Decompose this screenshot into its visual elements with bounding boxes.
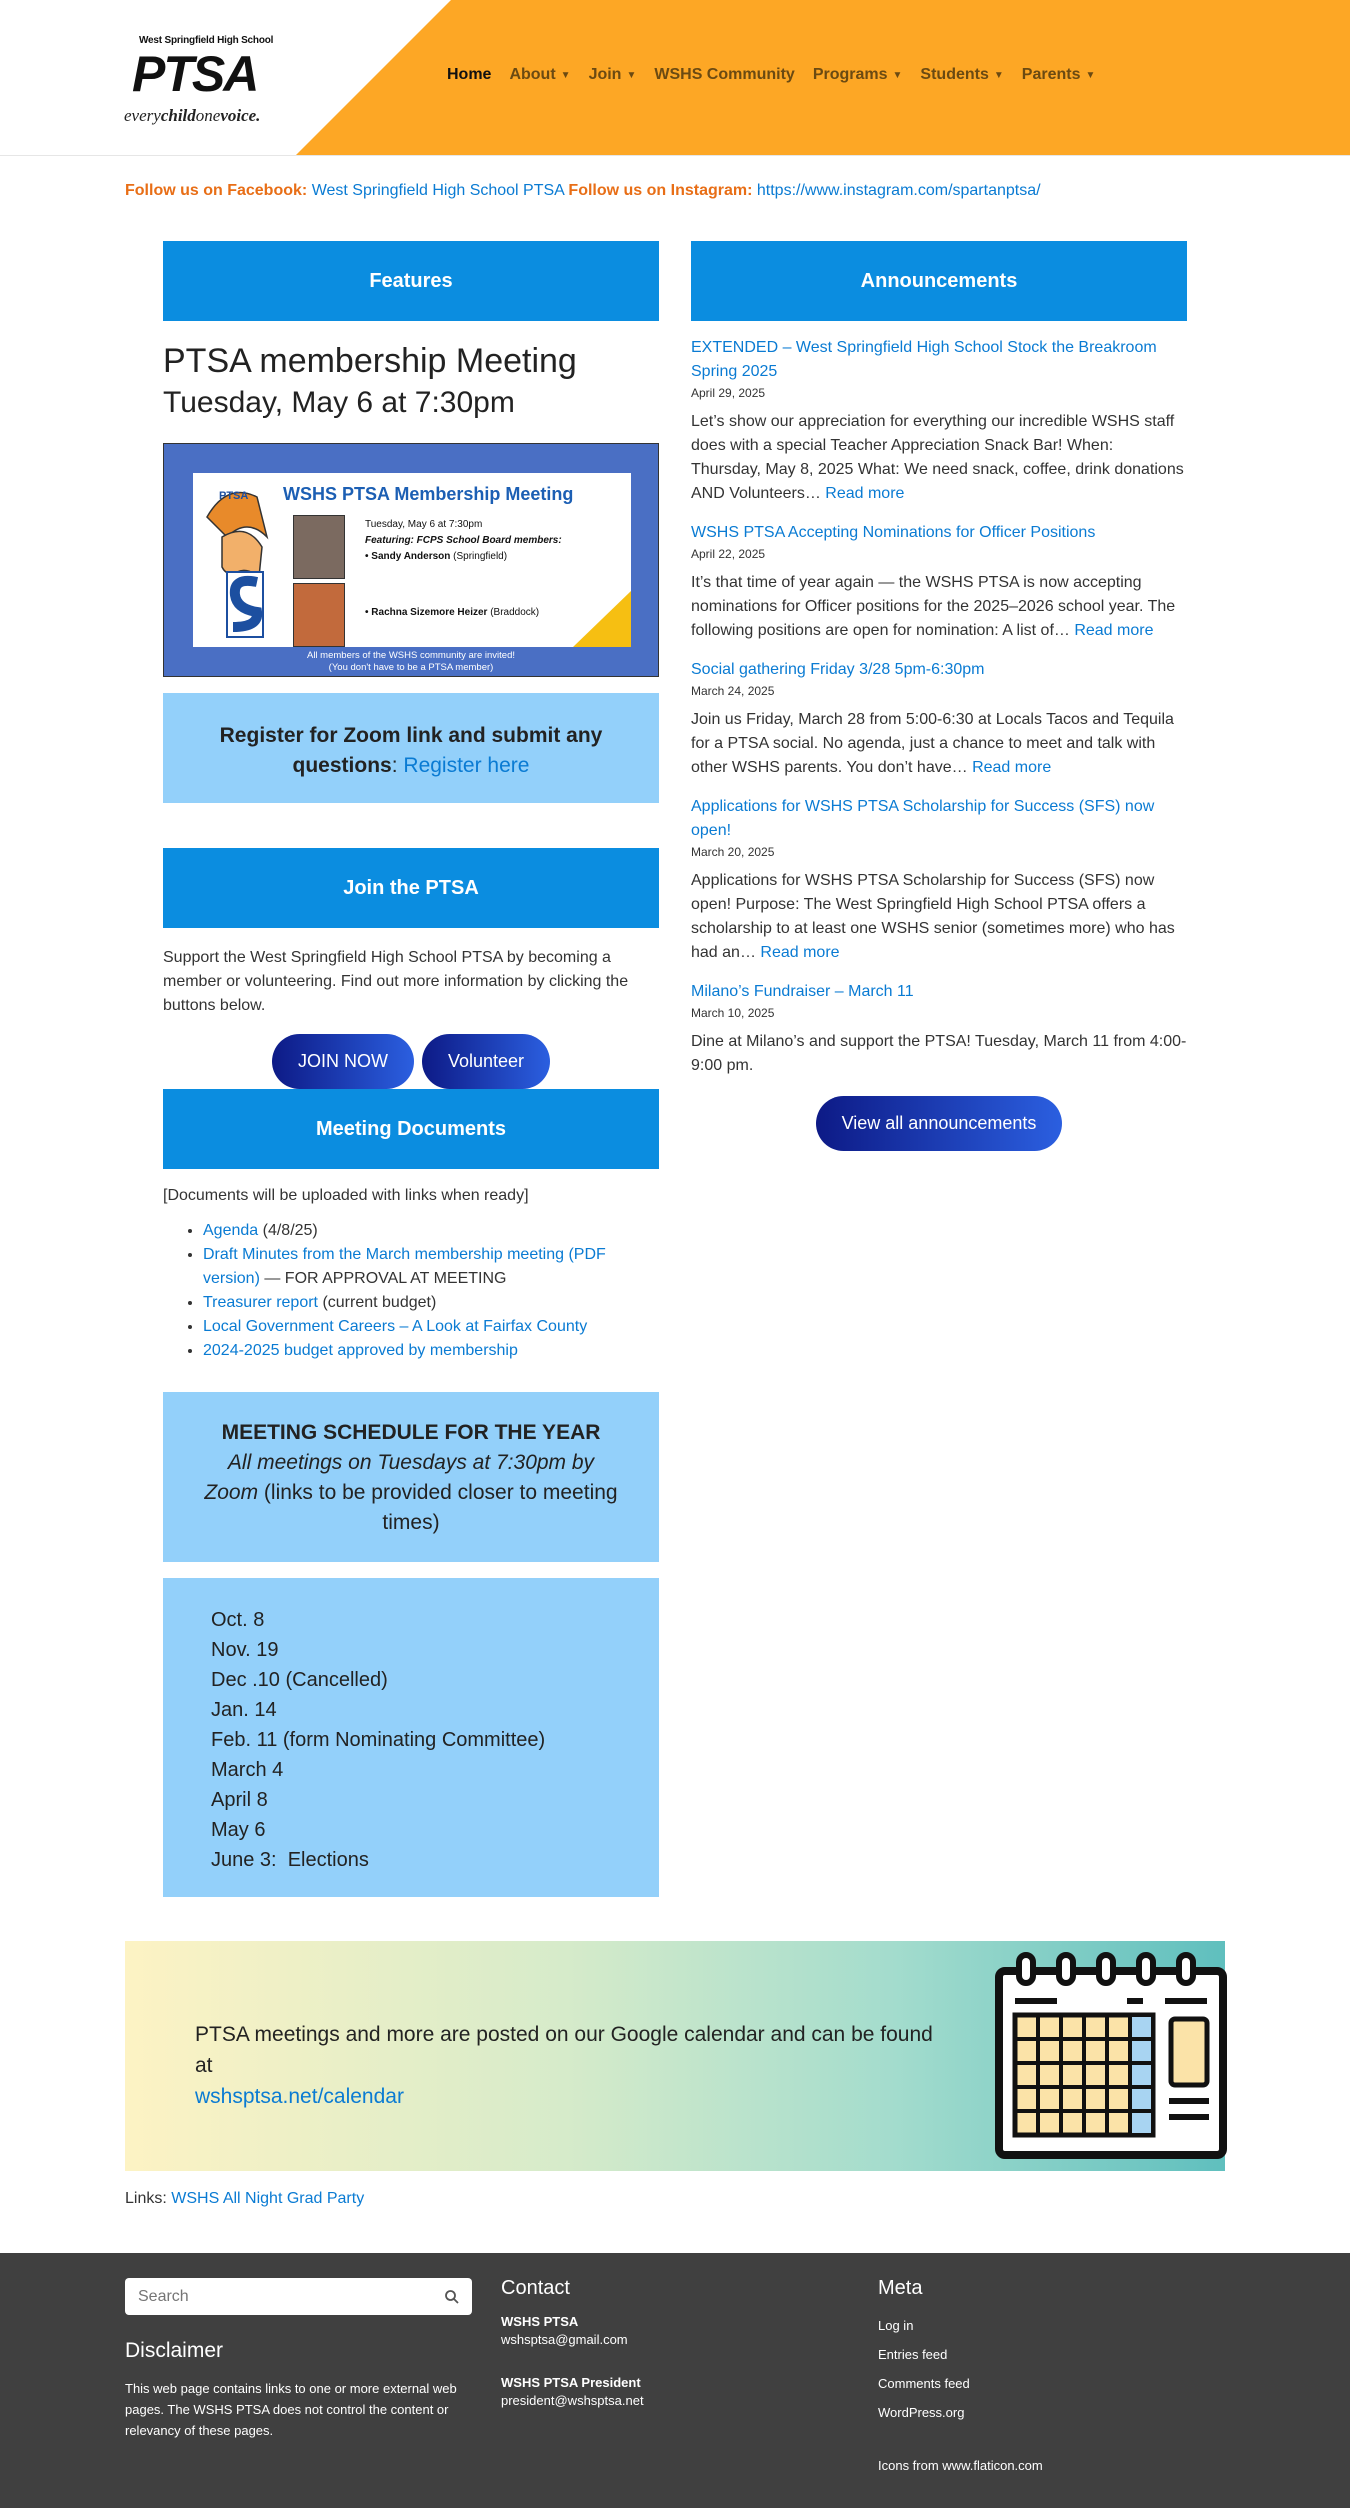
announcement-item — [691, 336, 1187, 506]
announcement-date: March 20, 2025 — [691, 845, 775, 859]
announcement-date: March 24, 2025 — [691, 684, 775, 698]
meeting-date-item: April 8 — [211, 1789, 268, 1811]
read-more-link[interactable]: Read more — [825, 485, 905, 502]
meeting-date: Tuesday, May 6 at 7:30pm — [163, 386, 515, 419]
nav-about[interactable]: About ▼ — [509, 66, 571, 83]
left-column — [163, 241, 659, 1897]
mascot-ptsa-text: PTSA — [219, 490, 249, 502]
announcements-heading: Announcements — [691, 241, 1187, 321]
treasurer-report-link[interactable]: Treasurer report — [203, 1294, 318, 1311]
list-item — [203, 1339, 659, 1363]
meeting-title: PTSA membership Meeting — [163, 342, 577, 380]
links-line: Links: WSHS All Night Grad Party — [125, 2190, 365, 2207]
draft-minutes-link[interactable]: Draft Minutes from the March membership meeting (PDF version) — [203, 1246, 606, 1287]
announcement-title-link[interactable]: Social gathering Friday 3/28 5pm-6:30pm — [691, 661, 985, 678]
documents-note: [Documents will be uploaded with links when ready] — [163, 1187, 529, 1204]
meeting-date-item: Nov. 19 — [211, 1639, 279, 1661]
flyer-note: All members of the WSHS community are invited! (You don't have to be a PTSA member) — [306, 650, 515, 673]
instagram-link[interactable]: https://www.instagram.com/spartanptsa/ — [756, 182, 1041, 199]
meeting-date-item: Oct. 8 — [211, 1609, 265, 1631]
flyer-member-2: • Rachna Sizemore Heizer (Braddock) — [365, 607, 540, 618]
announcement-excerpt: Join us Friday, March 28 from 5:00-6:30 at Locals Tacos and Tequila for a PTSA social. No agenda, just a chance to meet and talk with other WSHS parents. You don’t have… Read more — [691, 711, 1174, 776]
contact-email: president@wshsptsa.net — [501, 2393, 644, 2408]
features-heading: Features — [163, 241, 659, 321]
spartan-mascot-icon — [197, 477, 275, 643]
meeting-date-item: June 3: Elections — [211, 1849, 369, 1871]
flyer-title: WSHS PTSA Membership Meeting — [283, 484, 574, 504]
meeting-schedule-box — [163, 1392, 659, 1562]
contact-name: WSHS PTSA President — [501, 2375, 641, 2390]
announcement-date: April 29, 2025 — [691, 386, 766, 400]
grad-party-link[interactable]: WSHS All Night Grad Party — [171, 2190, 365, 2207]
join-ptsa-heading: Join the PTSA — [163, 848, 659, 928]
meeting-dates-box — [163, 1578, 659, 1897]
disclaimer-text: This web page contains links to one or more external web pages. The WSHS PTSA does not control the content or relevancy of these pages. — [125, 2381, 457, 2438]
announcement-item — [691, 658, 1187, 780]
list-item — [203, 1315, 659, 1339]
schedule-heading: MEETING SCHEDULE FOR THE YEAR — [221, 1421, 601, 1444]
volunteer-button[interactable]: Volunteer — [422, 1034, 550, 1089]
contact-section — [501, 2277, 841, 2408]
announcement-excerpt: It’s that time of year again — the WSHS PTSA is now accepting nominations for Officer positions for the 2025–2026 school year. The following positions are open for nomination: A list of… Read more — [691, 574, 1176, 639]
calendar-banner — [125, 1941, 1225, 2171]
search-input[interactable] — [125, 2278, 415, 2315]
main-nav — [447, 66, 1113, 84]
meta-section — [878, 2277, 1178, 2420]
meeting-flyer-image — [163, 443, 659, 677]
login-link[interactable]: Log in — [878, 2318, 914, 2333]
announcement-date: March 10, 2025 — [691, 1006, 775, 1020]
announcement-item — [691, 795, 1187, 965]
board-member-photo — [293, 583, 345, 647]
icons-credit: Icons from www.flaticon.com — [878, 2458, 1043, 2473]
comments-feed-link[interactable]: Comments feed — [878, 2376, 970, 2391]
board-member-photo — [293, 515, 345, 579]
announcement-item — [691, 521, 1187, 643]
announcement-excerpt: Dine at Milano’s and support the PTSA! Tuesday, March 11 from 4:00-9:00 pm. — [691, 1033, 1187, 1074]
announcement-title-link[interactable]: WSHS PTSA Accepting Nominations for Officer Positions — [691, 524, 1096, 541]
agenda-link[interactable]: Agenda — [203, 1222, 259, 1239]
budget-link[interactable]: 2024-2025 budget approved by membership — [203, 1342, 518, 1359]
logo-ptsa-text: PTSA — [132, 46, 258, 102]
flyer-card — [193, 473, 631, 647]
meeting-date-item: Feb. 11 (form Nominating Committee) — [211, 1729, 546, 1751]
facebook-link[interactable]: West Springfield High School PTSA — [311, 182, 564, 199]
nav-programs[interactable]: Programs ▼ — [812, 66, 903, 83]
search-box — [125, 2278, 472, 2315]
nav-wshs-community[interactable]: WSHS Community — [654, 66, 795, 83]
chevron-down-icon: ▼ — [626, 69, 637, 81]
announcement-title-link[interactable]: EXTENDED – West Springfield High School Stock the Breakroom Spring 2025 — [691, 339, 1157, 380]
calendar-icon — [993, 1951, 1229, 2161]
calendar-link[interactable]: wshsptsa.net/calendar — [195, 2085, 404, 2108]
nav-home[interactable]: Home — [447, 66, 492, 83]
chevron-down-icon: ▼ — [1085, 69, 1096, 81]
documents-list — [163, 1219, 659, 1363]
meeting-date-item: Jan. 14 — [211, 1699, 277, 1721]
wordpress-link[interactable]: WordPress.org — [878, 2405, 965, 2420]
schedule-italic: All meetings on Tuesdays at 7:30pm by Zoom — [204, 1451, 595, 1504]
read-more-link[interactable]: Read more — [760, 944, 840, 961]
meeting-date-item: March 4 — [211, 1759, 284, 1781]
logo-tagline: everychildonevoice. — [124, 106, 261, 125]
chevron-down-icon: ▼ — [892, 69, 903, 81]
announcement-item — [691, 980, 1187, 1078]
list-item: • Draft Minutes from the March membership meeting (PDF version) — FOR APPROVAL AT MEETING — [203, 1243, 659, 1291]
announcement-excerpt: Applications for WSHS PTSA Scholarship for Success (SFS) now open! Purpose: The West Springfield High School PTSA offers a scholarship to at least one WSHS senior (sometimes more) who has had an… Read more — [691, 872, 1175, 961]
right-column — [691, 241, 1187, 1151]
flyer-corner-accent — [573, 591, 631, 647]
nav-students[interactable]: Students ▼ — [920, 66, 1004, 83]
meeting-date-item: Dec .10 (Cancelled) — [211, 1669, 388, 1691]
contact-heading: Contact — [501, 2277, 570, 2299]
list-item: • Treasurer report (current budget) — [203, 1291, 659, 1315]
entries-feed-link[interactable]: Entries feed — [878, 2347, 948, 2362]
announcement-title-link[interactable]: Milano’s Fundraiser – March 11 — [691, 983, 914, 1000]
social-links — [125, 182, 1041, 200]
disclaimer-heading: Disclaimer — [125, 2339, 224, 2362]
local-government-careers-link[interactable]: Local Government Careers – A Look at Fairfax County — [203, 1318, 588, 1335]
list-item: • Agenda (4/8/25) — [203, 1219, 659, 1243]
zoom-register-box: Register for Zoom link and submit any questions: Register here — [163, 693, 659, 803]
read-more-link[interactable]: Read more — [1074, 622, 1154, 639]
nav-parents[interactable]: Parents ▼ — [1021, 66, 1096, 83]
join-description: Support the West Springfield High School PTSA by becoming a member or volunteering. Find out more information by clicking the buttons below. — [163, 949, 629, 1014]
zoom-text: Register for Zoom link and submit any questions — [219, 724, 603, 777]
announcement-excerpt: Let’s show our appreciation for everything our incredible WSHS staff does with a special Teacher Appreciation Snack Bar! When: Thursday, May 8, 2025 What: We need snack, coffee, drink donations AND Volunteers… Read more — [691, 413, 1184, 502]
nav-join[interactable]: Join ▼ — [588, 66, 637, 83]
schedule-note: (links to be provided closer to meeting times) — [258, 1481, 618, 1534]
chevron-down-icon: ▼ — [993, 69, 1004, 81]
join-buttons — [163, 1034, 659, 1089]
join-now-button[interactable]: JOIN NOW — [272, 1034, 414, 1089]
ptsa-logo[interactable] — [124, 32, 290, 128]
contact-name: WSHS PTSA — [501, 2314, 579, 2329]
meta-heading: Meta — [878, 2277, 923, 2299]
logo-school-name: West Springfield High School — [139, 35, 274, 46]
flyer-member-1: • Sandy Anderson (Springfield) — [365, 551, 508, 562]
register-here-link[interactable]: Register here — [403, 754, 530, 777]
meeting-date-item: May 6 — [211, 1819, 266, 1841]
instagram-label: Follow us on Instagram: — [568, 182, 753, 199]
meeting-documents-heading: Meeting Documents — [163, 1089, 659, 1169]
flyer-date: Tuesday, May 6 at 7:30pm — [365, 519, 483, 530]
announcement-title-link[interactable]: Applications for WSHS PTSA Scholarship for Success (SFS) now open! — [691, 798, 1155, 839]
search-icon[interactable] — [444, 2289, 460, 2305]
contact-email: wshsptsa@gmail.com — [501, 2332, 628, 2347]
flyer-featuring: Featuring: FCPS School Board members: — [365, 535, 562, 546]
chevron-down-icon: ▼ — [560, 69, 571, 81]
site-header — [0, 0, 1350, 156]
read-more-link[interactable]: Read more — [972, 759, 1052, 776]
announcement-date: April 22, 2025 — [691, 547, 766, 561]
site-footer — [0, 2253, 1350, 2508]
calendar-text: PTSA meetings and more are posted on our Google calendar and can be found at wshsptsa.net/calendar — [195, 2023, 933, 2108]
facebook-label: Follow us on Facebook: — [125, 182, 308, 199]
view-all-announcements-button[interactable]: View all announcements — [816, 1096, 1062, 1151]
